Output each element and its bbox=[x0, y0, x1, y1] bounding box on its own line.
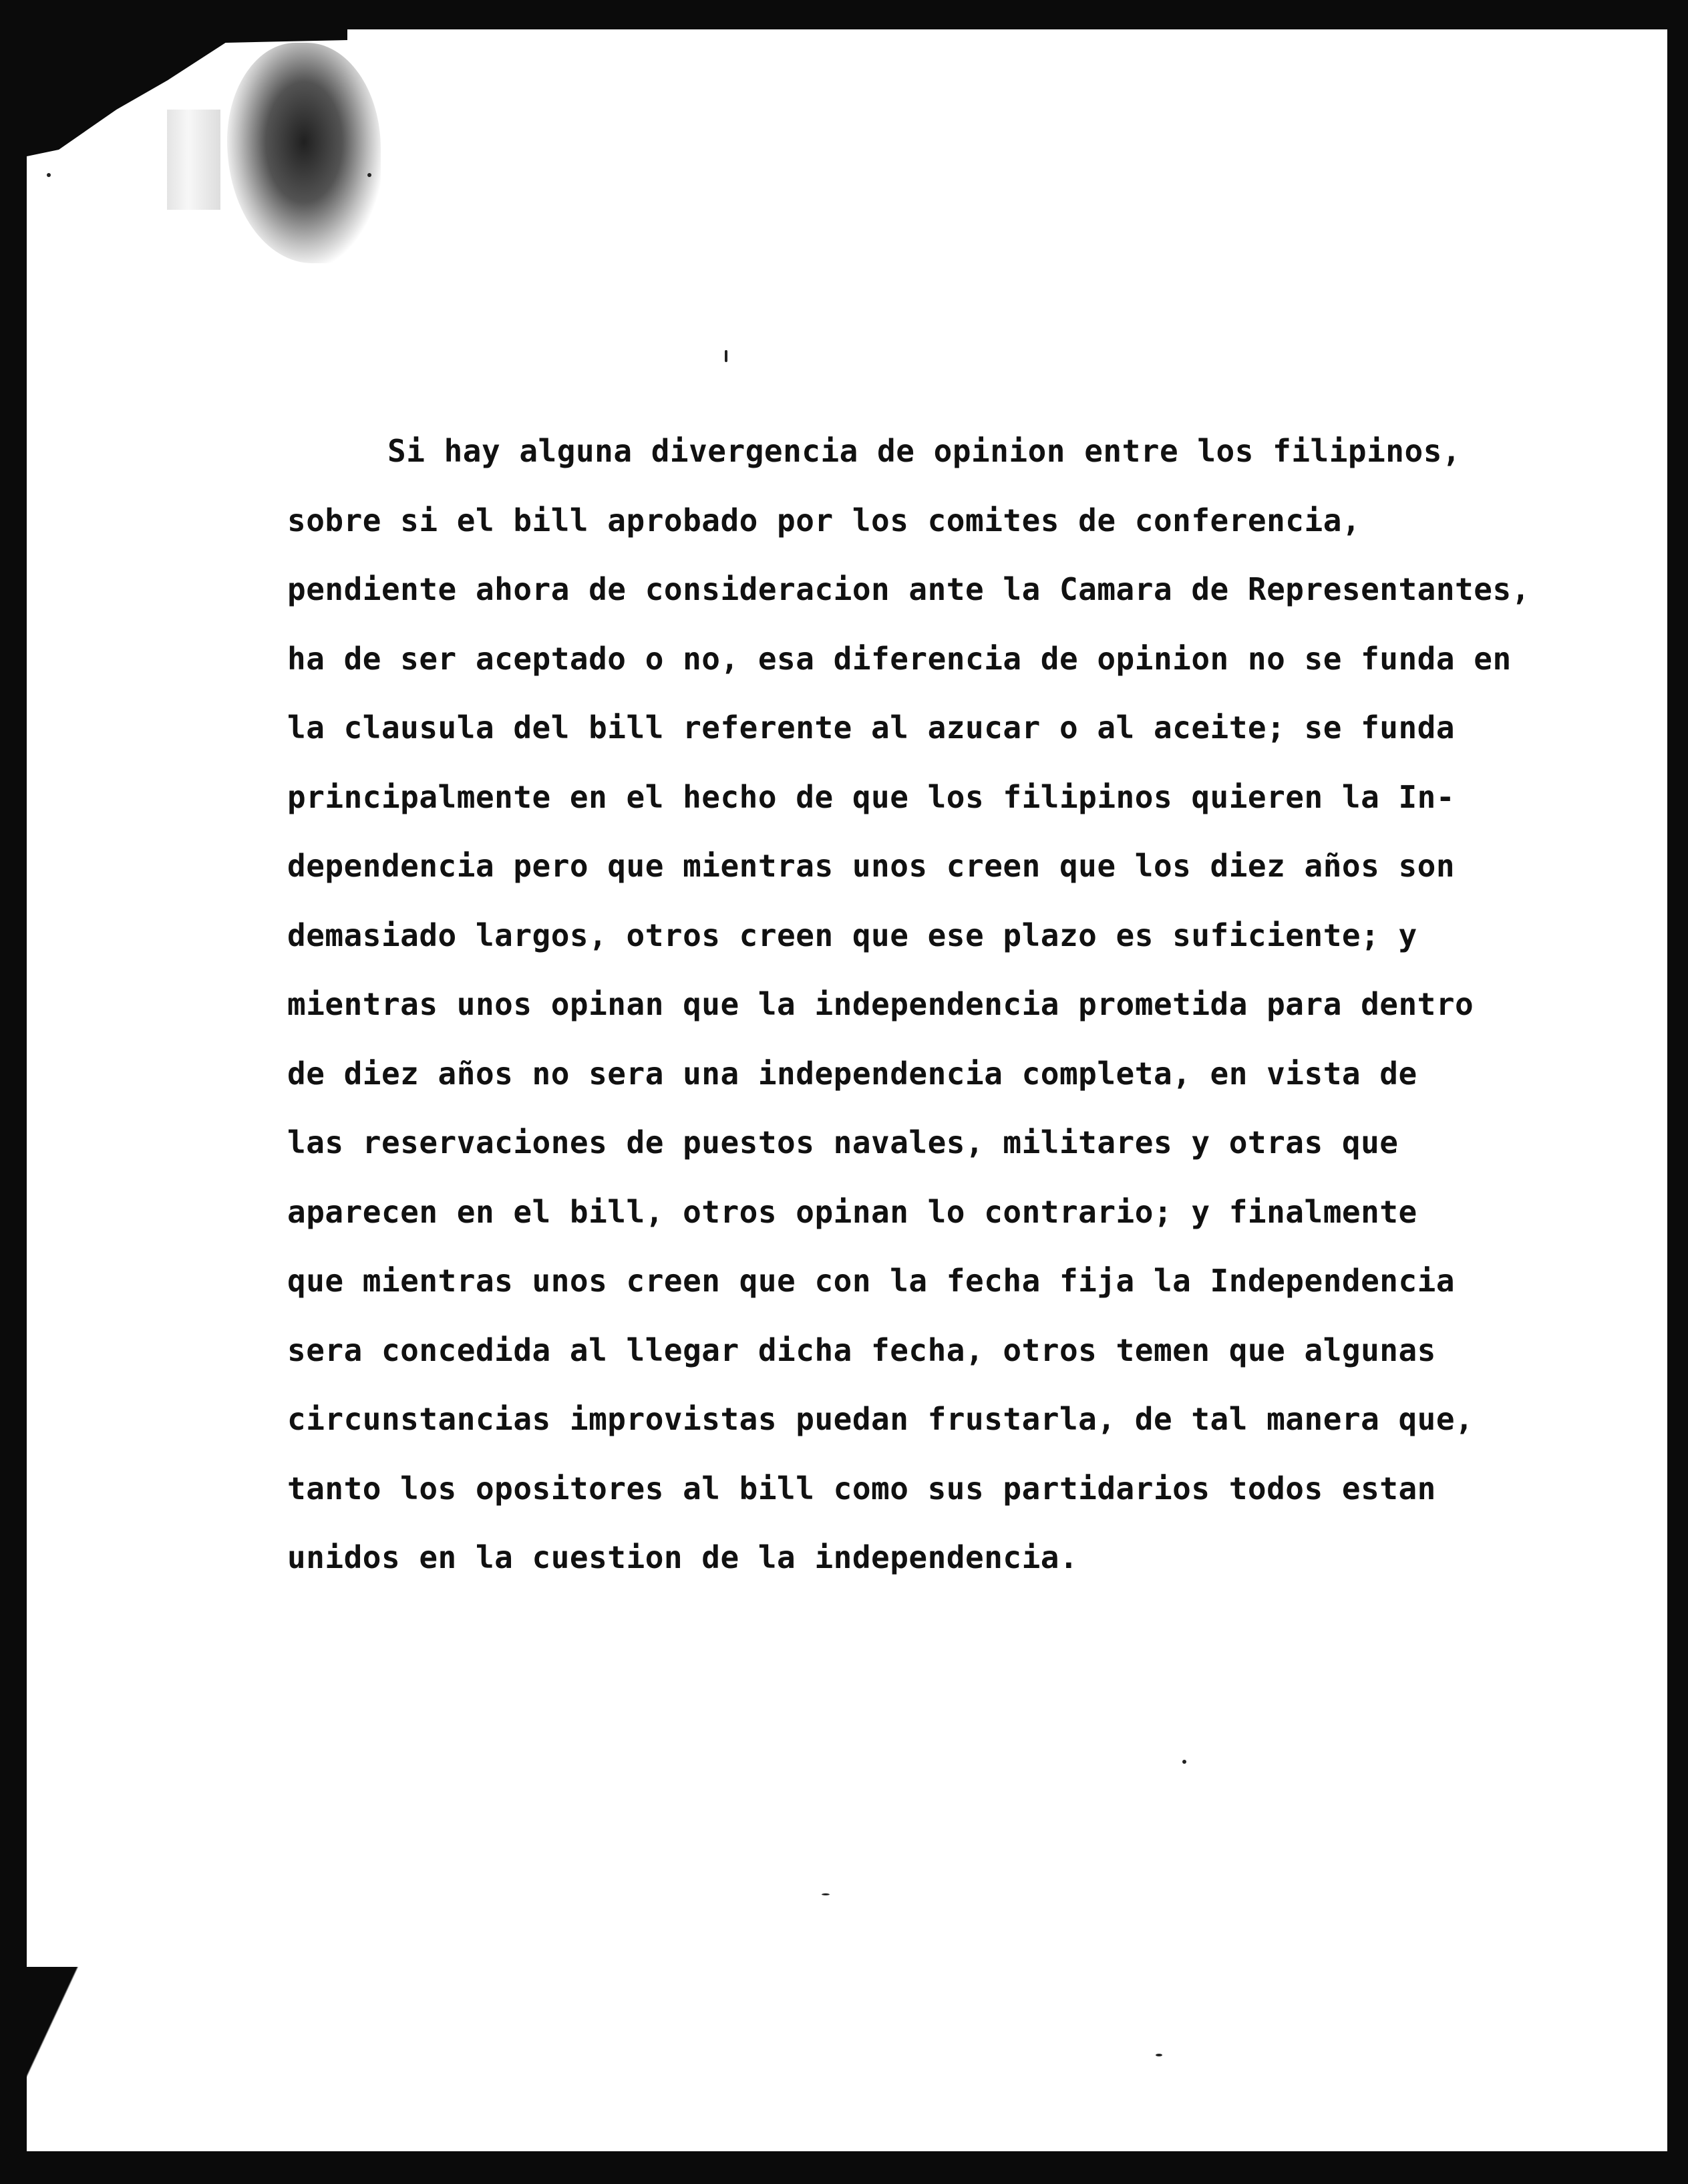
fold-mark bbox=[167, 110, 220, 210]
torn-edge-bottom-left bbox=[27, 1967, 107, 2154]
paper-sheet bbox=[27, 29, 1667, 2151]
text-line: tanto los opositores al bill como sus partidarios todos estan bbox=[287, 1470, 1436, 1507]
text-line: sera concedida al llegar dicha fecha, otros temen que algunas bbox=[287, 1332, 1436, 1368]
text-line: mientras unos opinan que la independencia prometida para dentro bbox=[287, 986, 1474, 1022]
text-line: Si hay alguna divergencia de opinion entre los filipinos, bbox=[387, 433, 1462, 469]
speck bbox=[1182, 1760, 1186, 1764]
ink-stain bbox=[227, 43, 381, 263]
speck bbox=[822, 1893, 830, 1895]
speck bbox=[367, 173, 371, 177]
text-line: unidos en la cuestion de la independencia. bbox=[287, 1539, 1079, 1575]
text-line: principalmente en el hecho de que los filipinos quieren la In- bbox=[287, 778, 1456, 815]
text-line: sobre si el bill aprobado por los comites de conferencia, bbox=[287, 502, 1361, 538]
text-line: circunstancias improvistas puedan frustarla, de tal manera que, bbox=[287, 1401, 1474, 1437]
text-line: ha de ser aceptado o no, esa diferencia de opinion no se funda en bbox=[287, 640, 1512, 677]
text-line: dependencia pero que mientras unos creen que los diez años son bbox=[287, 848, 1456, 884]
text-line: de diez años no sera una independencia completa, en vista de bbox=[287, 1055, 1417, 1092]
speck bbox=[47, 173, 51, 177]
text-line: aparecen en el bill, otros opinan lo contrario; y finalmente bbox=[287, 1193, 1417, 1230]
speck bbox=[1156, 2054, 1162, 2056]
text-line: demasiado largos, otros creen que ese plazo es suficiente; y bbox=[287, 917, 1417, 953]
text-line: la clausula del bill referente al azucar o al aceite; se funda bbox=[287, 710, 1456, 746]
text-line: pendiente ahora de consideracion ante la Camara de Representantes, bbox=[287, 571, 1530, 607]
text-line: que mientras unos creen que con la fecha fija la Independencia bbox=[287, 1263, 1456, 1299]
speck bbox=[725, 350, 727, 362]
letter-body bbox=[287, 417, 1630, 1593]
text-line: las reservaciones de puestos navales, militares y otras que bbox=[287, 1124, 1399, 1160]
